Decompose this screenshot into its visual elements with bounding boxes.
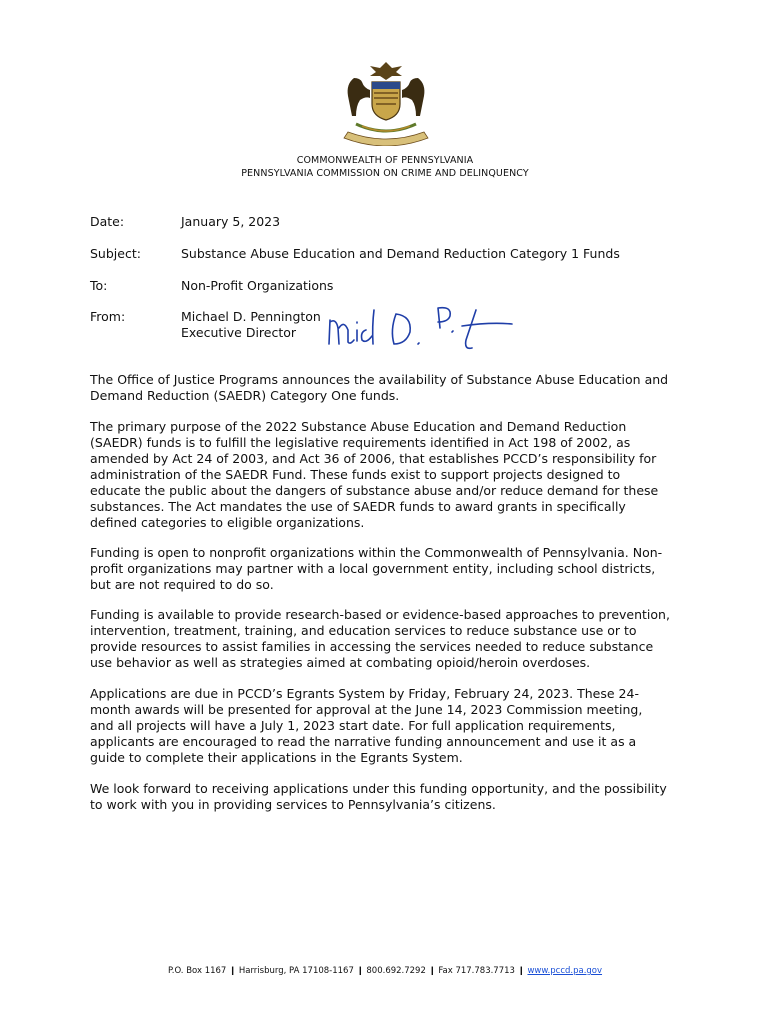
- paragraph-1: The Office of Justice Programs announces the availability of Substance Abuse Education and Demand Reduction (SAEDR) Category One funds.: [90, 372, 669, 403]
- subject-value: Substance Abuse Education and Demand Reduction Category 1 Funds: [181, 246, 620, 261]
- paragraph-4: Funding is available to provide research-based or evidence-based approaches to prevention, intervention, treatment, training, and education services to reduce substance use or to provide resources to assist families in accessing the services needed to reduce substance use behavior as well as strategies aimed at combating opioid/heroin overdoses.: [90, 607, 670, 670]
- to-label: To:: [90, 278, 108, 293]
- paragraph-5: Applications are due in PCCD’s Egrants System by Friday, February 24, 2023. These 24- month awards will be presented for approval at the June 14, 2023 Commission meeting, and all projects will have a July 1, 2023 start date. For full application requirements, applicants are encouraged to read the narrative funding announcement and use it as a guide to complete their applications in the Egrants System.: [90, 686, 643, 765]
- paragraph-3: Funding is open to nonprofit organizations within the Commonwealth of Pennsylvania. Non- profit organizations may partner with a local government entity, including school districts, but are not required to do so.: [90, 545, 663, 592]
- paragraph-2: The primary purpose of the 2022 Substance Abuse Education and Demand Reduction (SAEDR) funds is to fulfill the legislative requirements identified in Act 198 of 2002, as amended by Act 24 of 2003, and Act 36 of 2006, that establishes PCCD’s responsibility for administration of the SAEDR Fund. These funds exist to support projects designed to educate the public about the dangers of substance abuse and/or reduce demand for these substances. The Act mandates the use of SAEDR funds to award grants in specifically defined categories to eligible organizations.: [90, 419, 659, 530]
- handwritten-signature: [326, 300, 521, 355]
- agency-name-line2: PENNSYLVANIA COMMISSION ON CRIME AND DELINQUENCY: [241, 168, 529, 179]
- from-name: Michael D. Pennington: [181, 309, 321, 324]
- from-title: Executive Director: [181, 325, 297, 340]
- from-label: From:: [90, 309, 126, 324]
- agency-name-line1: COMMONWEALTH OF PENNSYLVANIA: [296, 155, 474, 166]
- subject-label: Subject:: [90, 246, 141, 261]
- date-value: January 5, 2023: [181, 214, 281, 229]
- paragraph-6: We look forward to receiving applications under this funding opportunity, and the possibility to work with you in providing services to Pennsylvania’s citizens.: [90, 781, 667, 812]
- pennsylvania-seal-icon: [334, 60, 438, 146]
- date-label: Date:: [90, 214, 125, 229]
- footer-contact: P.O. Box 1167 ❙ Harrisburg, PA 17108-1167 ❙ 800.692.7292 ❙ Fax 717.783.7713 ❙: [167, 966, 528, 976]
- to-value: Non-Profit Organizations: [181, 278, 334, 293]
- website-link[interactable]: www.pccd.pa.gov: [527, 966, 603, 976]
- footer-contact-line: [0, 966, 770, 976]
